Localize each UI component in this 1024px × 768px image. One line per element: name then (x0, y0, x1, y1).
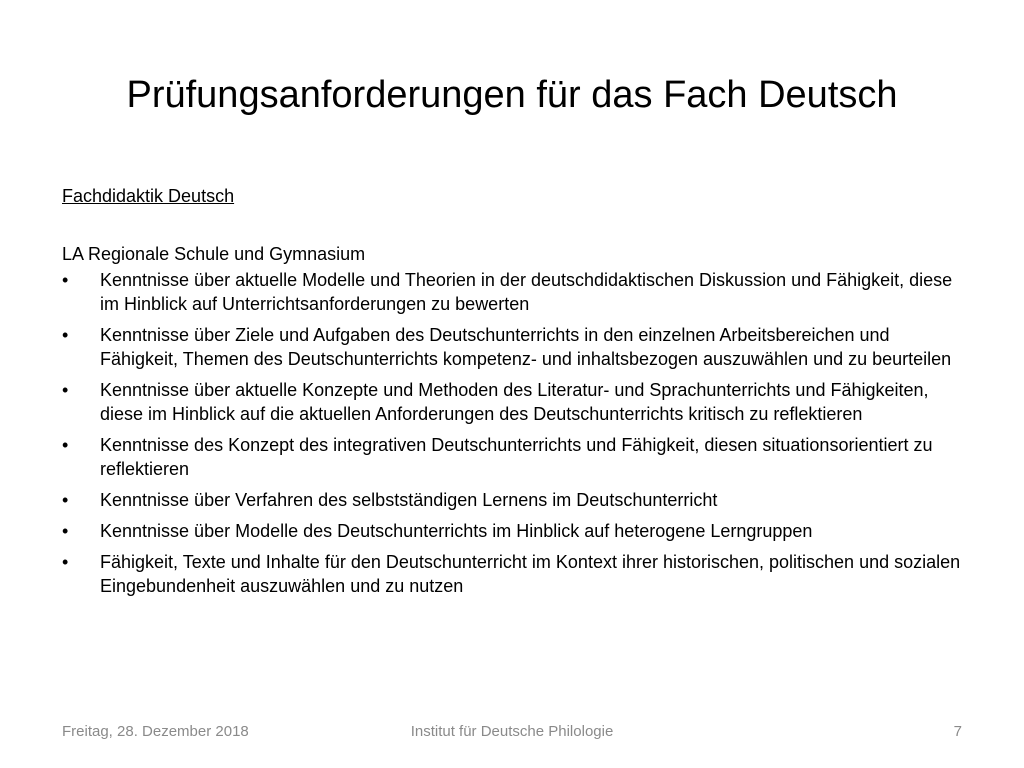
bullet-icon: • (62, 325, 69, 345)
requirements-list (62, 268, 962, 598)
list-item (62, 519, 962, 543)
footer-date: Freitag, 28. Dezember 2018 (62, 723, 249, 740)
list-item (62, 550, 962, 598)
list-item-text: Kenntnisse über Verfahren des selbstständigen Lernens im Deutschunterricht (100, 490, 718, 510)
bullet-icon: • (62, 270, 69, 290)
bullet-icon: • (62, 380, 69, 400)
slide-content (62, 184, 962, 605)
list-item (62, 488, 962, 512)
list-item (62, 323, 962, 371)
bullet-icon: • (62, 490, 69, 510)
list-item-text: Kenntnisse über aktuelle Konzepte und Methoden des Literatur- und Sprachunterrichts und Fähigkeiten, diese im Hinblick auf die aktuellen Anforderungen des Deutschunterrichts kritisch zu reflektieren (100, 380, 929, 424)
footer-page-number: 7 (953, 723, 962, 740)
subheading: Fachdidaktik Deutsch (62, 186, 235, 206)
list-item-text: Kenntnisse des Konzept des integrativen Deutschunterrichts und Fähigkeit, diesen situationsorientiert zu reflektieren (100, 435, 933, 479)
bullet-icon: • (62, 552, 69, 572)
list-item (62, 378, 962, 426)
list-item-text: Kenntnisse über Modelle des Deutschunterrichts im Hinblick auf heterogene Lerngruppen (100, 521, 813, 541)
list-item (62, 433, 962, 481)
list-item-text: Kenntnisse über Ziele und Aufgaben des Deutschunterrichts in den einzelnen Arbeitsbereichen und Fähigkeit, Themen des Deutschunterrichts kompetenz- und inhaltsbezogen auszuwählen und zu beurteilen (100, 325, 952, 369)
bullet-icon: • (62, 435, 69, 455)
list-item-text: Fähigkeit, Texte und Inhalte für den Deutschunterricht im Kontext ihrer historischen, politischen und sozialen Eingebundenheit auszuwählen und zu nutzen (100, 552, 961, 596)
program-heading: LA Regionale Schule und Gymnasium (62, 244, 366, 264)
bullet-icon: • (62, 521, 69, 541)
list-item-text: Kenntnisse über aktuelle Modelle und Theorien in der deutschdidaktischen Diskussion und Fähigkeit, diese im Hinblick auf Unterrichtsanforderungen zu bewerten (100, 270, 953, 314)
list-item (62, 268, 962, 316)
slide-title: Prüfungsanforderungen für das Fach Deutsch (126, 74, 898, 116)
footer-institute: Institut für Deutsche Philologie (410, 723, 614, 740)
